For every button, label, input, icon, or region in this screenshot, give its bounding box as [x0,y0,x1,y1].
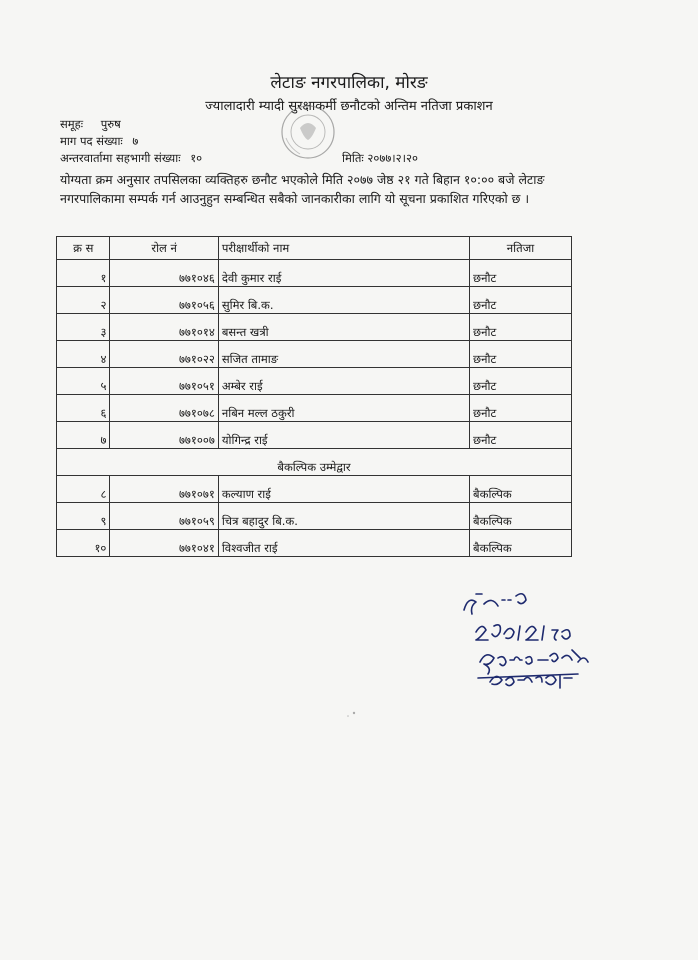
cell-roll: ७७१०१४ [110,314,218,341]
cell-result: छनौट [470,395,572,422]
table-row [57,476,572,503]
cell-result: छनौट [470,287,572,314]
cell-name: विश्वजीत राई [218,530,469,557]
cell-result: बैकल्पिक [470,476,572,503]
cell-sn: १० [57,530,110,557]
cell-sn: २ [57,287,110,314]
table-row [57,530,572,557]
office-stamp [276,100,340,164]
cell-name: देवी कुमार राई [218,260,469,287]
posts-label: माग पद संख्याः [60,134,123,148]
notice-paragraph: योग्यता क्रम अनुसार तपसिलका व्यक्तिहरु छनौट भएकोले मिति २०७७ जेष्ठ २१ गते बिहान १०:०० बजे लेटाङ नगरपालिकामा सम्पर्क गर्न आउनुहुन सम्बन्धित सबैको जानकारीका लागि यो सूचना प्रकाशित गरिएको छ । [60,172,545,206]
cell-result: छनौट [470,314,572,341]
cell-name: सुमिर बि.क. [218,287,469,314]
cell-name: कल्याण राई [218,476,469,503]
header-roll: रोल नं [110,237,218,260]
cell-roll: ७७१०५६ [110,287,218,314]
cell-roll: ७७१०४६ [110,260,218,287]
cell-sn: ३ [57,314,110,341]
cell-roll: ७७१०५९ [110,503,218,530]
cell-roll: ७७१०७१ [110,476,218,503]
cell-sn: १ [57,260,110,287]
group-value: पुरुष [100,117,121,131]
interview-value: १० [190,151,203,165]
date-value: २०७७।२।२० [367,151,418,165]
cell-result: बैकल्पिक [470,530,572,557]
alternate-heading: बैकल्पिक उम्मेद्वार [57,449,572,476]
cell-roll: ७७१०२२ [110,341,218,368]
date-line [342,151,418,166]
cell-result: छनौट [470,341,572,368]
table-row [57,287,572,314]
table-row [57,314,572,341]
cell-roll: ७७१०४१ [110,530,218,557]
group-label: समूहः [60,117,84,131]
table-row [57,368,572,395]
cell-sn: ६ [57,395,110,422]
cell-name: योगिन्द्र राई [218,422,469,449]
document-title: लेटाङ नगरपालिका, मोरङ [270,73,428,93]
cell-result: बैकल्पिक [470,503,572,530]
cell-sn: ४ [57,341,110,368]
date-label: मितिः [342,151,364,165]
cell-sn: ७ [57,422,110,449]
table-row [57,395,572,422]
table-row [57,341,572,368]
cell-result: छनौट [470,368,572,395]
interview-line [60,151,202,166]
interview-label: अन्तरवार्तामा सहभागी संख्याः [60,151,181,165]
header-sn: क्र स [57,237,110,260]
results-table [56,236,572,557]
table-row [57,260,572,287]
alternate-section-row [57,449,572,476]
cell-result: छनौट [470,260,572,287]
cell-sn: ९ [57,503,110,530]
cell-roll: ७७१००७ [110,422,218,449]
header-result: नतिजा [470,237,572,260]
cell-name: नबिन मल्ल ठकुरी [218,395,469,422]
group-line [60,117,121,132]
cell-name: सजित तामाङ [218,341,469,368]
posts-line [60,134,138,149]
document-subtitle: ज्यालादारी म्यादी सुरक्षाकर्मी छनौटको अन्तिम नतिजा प्रकाशन [205,99,493,114]
cell-roll: ७७१०५१ [110,368,218,395]
cell-roll: ७७१०७८ [110,395,218,422]
cell-sn: ५ [57,368,110,395]
cell-name: बसन्त खत्री [218,314,469,341]
table-row [57,503,572,530]
cell-name: अम्बेर राई [218,368,469,395]
table-header-row [57,237,572,260]
cell-sn: ८ [57,476,110,503]
handwritten-signature [450,580,630,700]
table-row [57,422,572,449]
header-name: परीक्षार्थीको नाम [218,237,469,260]
cell-name: चित्र बहादुर बि.क. [218,503,469,530]
cell-result: छनौट [470,422,572,449]
posts-value: ७ [132,134,139,148]
